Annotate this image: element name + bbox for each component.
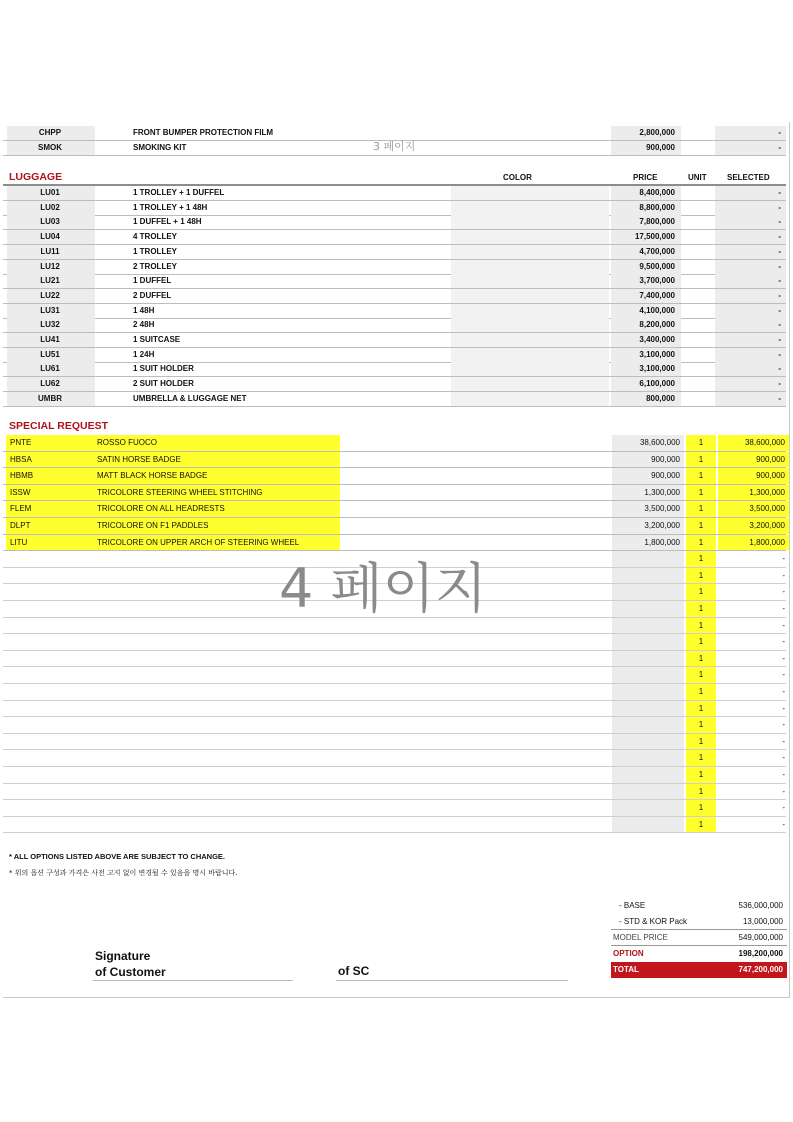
- special-price: 3,200,000: [612, 518, 684, 534]
- empty-request-row: [6, 767, 789, 783]
- special-request-row: [6, 452, 789, 468]
- luggage-selected: -: [778, 290, 781, 300]
- empty-unit: 1: [686, 750, 716, 766]
- luggage-description: 1 TROLLEY + 1 48H: [133, 202, 208, 212]
- luggage-row: [3, 348, 786, 362]
- option-value: 198,200,000: [738, 949, 783, 958]
- empty-selected: -: [782, 736, 785, 746]
- special-selected: 3,200,000: [718, 518, 789, 534]
- luggage-row: [3, 392, 786, 406]
- sc-signature-line: [336, 980, 568, 981]
- model-price-row: [611, 930, 787, 946]
- notice-korean: * 위의 옵션 구성과 가격은 사전 고지 없이 변경될 수 있음을 명시 바랍니다.: [9, 869, 238, 877]
- model-price-label: MODEL PRICE: [613, 933, 668, 942]
- luggage-selected: -: [778, 188, 781, 197]
- luggage-code: LU31: [40, 305, 60, 315]
- page-watermark-small: 3 페이지: [373, 140, 416, 153]
- empty-selected: -: [782, 770, 785, 779]
- notice-english: * ALL OPTIONS LISTED ABOVE ARE SUBJECT TO CHANGE.: [9, 852, 225, 861]
- page-watermark-large: 4 페이지: [279, 557, 488, 620]
- sc-signature-label: of SC: [338, 964, 370, 978]
- special-selected: 1,800,000: [718, 535, 789, 551]
- empty-unit: 1: [686, 701, 716, 717]
- special-selected: 900,000: [718, 468, 789, 484]
- special-code: HBSA: [8, 452, 88, 468]
- option-row: [611, 946, 787, 961]
- luggage-description: 1 SUITCASE: [133, 335, 181, 344]
- special-price: 1,300,000: [612, 485, 684, 501]
- luggage-row: [3, 377, 786, 391]
- luggage-price: 8,200,000: [639, 320, 675, 330]
- luggage-description: 1 TROLLEY: [133, 246, 178, 256]
- option-code: CHPP: [38, 128, 62, 137]
- luggage-price: 6,100,000: [639, 379, 675, 389]
- base-label: - BASE: [619, 901, 646, 910]
- luggage-selected: -: [778, 246, 781, 256]
- special-request-row: [6, 435, 789, 451]
- special-unit: 1: [686, 535, 716, 551]
- empty-unit: 1: [686, 667, 716, 683]
- empty-selected: -: [782, 803, 785, 813]
- empty-selected: -: [782, 637, 785, 647]
- special-description: TRICOLORE ON ALL HEADRESTS: [97, 501, 340, 517]
- empty-selected: -: [782, 720, 785, 730]
- empty-unit: 1: [686, 601, 716, 617]
- color-header: COLOR: [503, 173, 532, 182]
- empty-request-row: [6, 634, 789, 650]
- special-code: LITU: [8, 535, 88, 551]
- luggage-row: [3, 304, 786, 318]
- special-price: 1,800,000: [612, 535, 684, 551]
- special-request-title: SPECIAL REQUEST: [9, 420, 108, 432]
- luggage-selected: -: [778, 232, 781, 242]
- special-unit: 1: [686, 485, 716, 501]
- luggage-description: 2 SUIT HOLDER: [133, 379, 194, 389]
- luggage-description: 2 48H: [133, 320, 155, 330]
- empty-selected: -: [782, 604, 785, 613]
- empty-selected: -: [782, 687, 785, 696]
- option-description: SMOKING KIT: [133, 143, 187, 152]
- luggage-row: [3, 289, 786, 303]
- empty-selected: -: [782, 620, 785, 630]
- luggage-price: 8,400,000: [639, 188, 675, 197]
- special-description: SATIN HORSE BADGE: [97, 452, 340, 468]
- option-code: SMOK: [38, 143, 62, 152]
- special-code: PNTE: [8, 435, 88, 451]
- special-request-row: [6, 485, 789, 501]
- luggage-price: 4,700,000: [639, 246, 675, 256]
- empty-request-row: [6, 784, 789, 800]
- luggage-selected: -: [778, 335, 781, 344]
- luggage-description: UMBRELLA & LUGGAGE NET: [133, 393, 247, 403]
- luggage-code: LU02: [40, 202, 60, 212]
- luggage-code: LU32: [40, 320, 60, 330]
- luggage-code: UMBR: [38, 393, 62, 403]
- special-unit: 1: [686, 501, 716, 517]
- empty-unit: 1: [686, 651, 716, 667]
- customer-signature-line: [93, 980, 293, 981]
- empty-selected: -: [782, 554, 785, 564]
- std-pack-value: 13,000,000: [742, 917, 783, 926]
- empty-selected: -: [782, 819, 785, 829]
- empty-selected: -: [782, 587, 785, 597]
- empty-unit: 1: [686, 717, 716, 733]
- luggage-description: 2 TROLLEY: [133, 261, 178, 271]
- luggage-selected: -: [778, 320, 781, 330]
- empty-selected: -: [782, 703, 785, 713]
- luggage-selected: -: [778, 217, 781, 227]
- special-price: 38,600,000: [612, 435, 684, 451]
- special-code: ISSW: [8, 485, 88, 501]
- special-unit: 1: [686, 468, 716, 484]
- special-code: DLPT: [8, 518, 88, 534]
- empty-request-row: [6, 701, 789, 717]
- empty-selected: -: [782, 653, 785, 663]
- price-sheet: [3, 122, 790, 998]
- luggage-description: 1 48H: [133, 305, 155, 315]
- luggage-row: [3, 230, 786, 244]
- luggage-row: [3, 201, 786, 215]
- special-code: HBMB: [8, 468, 88, 484]
- luggage-row: [3, 318, 786, 332]
- total-label: TOTAL: [613, 965, 639, 974]
- luggage-row: [3, 215, 786, 229]
- price-header: PRICE: [633, 173, 658, 182]
- luggage-row: [3, 186, 786, 200]
- luggage-price: 7,800,000: [639, 217, 675, 227]
- luggage-selected: -: [778, 349, 781, 359]
- luggage-code: LU11: [40, 246, 60, 256]
- luggage-selected: -: [778, 261, 781, 271]
- special-selected: 1,300,000: [718, 485, 789, 501]
- luggage-description: 1 SUIT HOLDER: [133, 364, 194, 374]
- luggage-code: LU04: [40, 232, 60, 242]
- empty-unit: 1: [686, 784, 716, 800]
- special-request-row: [6, 468, 789, 484]
- empty-unit: 1: [686, 634, 716, 650]
- special-request-row: [6, 518, 789, 534]
- empty-selected: -: [782, 753, 785, 763]
- empty-request-row: [6, 684, 789, 700]
- total-value: 747,200,000: [738, 965, 783, 974]
- luggage-row: [3, 362, 786, 376]
- empty-request-row: [6, 817, 789, 833]
- luggage-price: 7,400,000: [639, 290, 675, 300]
- option-description: FRONT BUMPER PROTECTION FILM: [133, 128, 273, 137]
- empty-request-row: [6, 800, 789, 816]
- special-selected: 3,500,000: [718, 501, 789, 517]
- luggage-code: LU12: [40, 261, 60, 271]
- luggage-code: LU41: [40, 335, 60, 344]
- luggage-description: 1 TROLLEY + 1 DUFFEL: [133, 188, 225, 197]
- luggage-price: 3,100,000: [639, 349, 675, 359]
- special-code: FLEM: [8, 501, 88, 517]
- luggage-code: LU22: [40, 290, 60, 300]
- luggage-code: LU51: [40, 349, 60, 359]
- empty-unit: 1: [686, 817, 716, 833]
- std-pack-row: [611, 914, 787, 930]
- selected-header: SELECTED: [727, 173, 770, 182]
- empty-request-row: [6, 750, 789, 766]
- luggage-description: 1 DUFFEL: [133, 276, 172, 286]
- luggage-selected: -: [778, 305, 781, 315]
- special-description: ROSSO FUOCO: [97, 435, 340, 451]
- luggage-price: 4,100,000: [639, 305, 675, 315]
- luggage-code: LU01: [40, 188, 60, 197]
- price-summary: [611, 898, 787, 978]
- special-unit: 1: [686, 518, 716, 534]
- signature-line1: Signature: [95, 949, 151, 963]
- special-price: 900,000: [612, 468, 684, 484]
- empty-unit: 1: [686, 568, 716, 584]
- special-description: TRICOLORE ON F1 PADDLES: [97, 518, 340, 534]
- luggage-price: 3,100,000: [639, 364, 675, 374]
- luggage-description: 1 24H: [133, 349, 155, 359]
- luggage-description: 4 TROLLEY: [133, 232, 178, 242]
- base-value: 536,000,000: [738, 901, 783, 910]
- empty-unit: 1: [686, 584, 716, 600]
- empty-request-row: [6, 667, 789, 683]
- empty-selected: -: [782, 570, 785, 580]
- signature-line2: of Customer: [95, 965, 166, 979]
- special-description: TRICOLORE ON UPPER ARCH OF STEERING WHEEL: [97, 535, 340, 551]
- model-price-value: 549,000,000: [738, 933, 783, 942]
- luggage-row: [3, 245, 786, 259]
- luggage-row: [3, 260, 786, 274]
- luggage-price: 8,800,000: [639, 202, 675, 212]
- option-price: 2,800,000: [639, 128, 675, 137]
- luggage-selected: -: [778, 379, 781, 389]
- special-unit: 1: [686, 452, 716, 468]
- special-unit: 1: [686, 435, 716, 451]
- luggage-row: [3, 333, 786, 347]
- luggage-price: 3,400,000: [639, 335, 675, 344]
- luggage-selected: -: [778, 276, 781, 286]
- empty-unit: 1: [686, 684, 716, 700]
- empty-unit: 1: [686, 551, 716, 567]
- option-selected: -: [778, 128, 781, 137]
- empty-unit: 1: [686, 618, 716, 634]
- option-label: OPTION: [613, 949, 644, 958]
- luggage-price: 9,500,000: [639, 261, 675, 271]
- luggage-description: 1 DUFFEL + 1 48H: [133, 217, 202, 227]
- luggage-price: 800,000: [646, 393, 675, 403]
- special-selected: 900,000: [718, 452, 789, 468]
- option-price: 900,000: [646, 143, 675, 152]
- empty-selected: -: [782, 786, 785, 796]
- empty-unit: 1: [686, 800, 716, 816]
- unit-header: UNIT: [688, 173, 707, 182]
- option-selected: -: [778, 143, 781, 152]
- luggage-row: [3, 274, 786, 288]
- special-selected: 38,600,000: [718, 435, 789, 451]
- std-pack-label: - STD & KOR Pack: [619, 917, 688, 926]
- luggage-code: LU61: [40, 364, 60, 374]
- customer-signature-label: [95, 948, 166, 980]
- luggage-selected: -: [778, 393, 781, 403]
- special-request-row: [6, 501, 789, 517]
- luggage-selected: -: [778, 202, 781, 212]
- luggage-description: 2 DUFFEL: [133, 290, 172, 300]
- empty-request-row: [6, 717, 789, 733]
- special-description: MATT BLACK HORSE BADGE: [97, 468, 340, 484]
- special-description: TRICOLORE STEERING WHEEL STITCHING: [97, 485, 340, 501]
- empty-selected: -: [782, 670, 785, 680]
- luggage-price: 3,700,000: [639, 276, 675, 286]
- luggage-title: LUGGAGE: [9, 171, 63, 183]
- base-row: [611, 898, 787, 913]
- luggage-selected: -: [778, 364, 781, 374]
- empty-request-row: [6, 651, 789, 667]
- total-row: [611, 962, 787, 978]
- special-price: 3,500,000: [612, 501, 684, 517]
- special-price: 900,000: [612, 452, 684, 468]
- empty-unit: 1: [686, 734, 716, 750]
- luggage-code: LU03: [40, 217, 60, 227]
- luggage-code: LU21: [40, 276, 60, 286]
- empty-unit: 1: [686, 767, 716, 783]
- empty-request-row: [6, 734, 789, 750]
- luggage-price: 17,500,000: [634, 232, 675, 242]
- luggage-code: LU62: [40, 379, 60, 389]
